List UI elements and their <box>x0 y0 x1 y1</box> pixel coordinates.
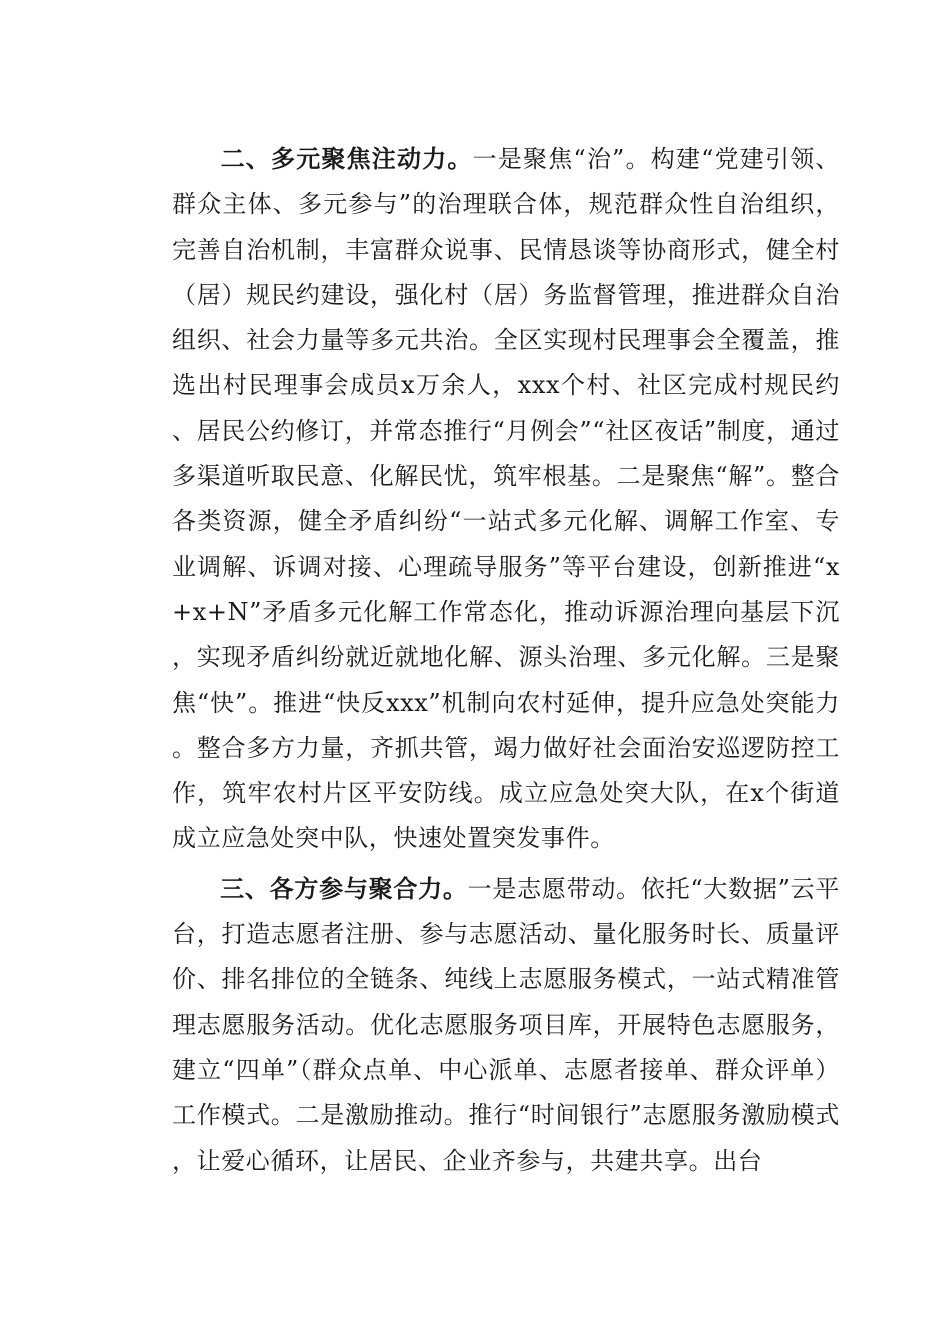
paragraph-text: 一是聚焦“治”。构建“党建引领、群众主体、多元参与”的治理联合体，规范群众性自治组织，完善自治机制，丰富群众说事、民情恳谈等协商形式，健全村（居）规民约建设，强化村（居）务监督管理，推进群众自治组织、社会力量等多元共治。全区实现村民理事会全覆盖，推选出村民理事会成员x万余人，xxx个村、社区完成村规民约、居民公约修订，并常态推行“月例会”“社区夜话”制度，通过多渠道听取民意、化解民忧，筑牢根基。二是聚焦“解”。整合各类资源，健全矛盾纠纷“一站式多元化解、调解工作室、专业调解、诉调对接、心理疏导服务”等平台建设，创新推进“x+x+N”矛盾多元化解工作常态化，推动诉源治理向基层下沉，实现矛盾纠纷就近就地化解、源头治理、多元化解。三是聚焦“快”。推进“快反xxx”机制向农村延伸，提升应急处突能力。整合多方力量，齐抓共管，竭力做好社会面治安巡逻防控工作，筑牢农村片区平安防线。成立应急处突大队，在x个街道成立应急处突中队，快速处置突发事件。 <box>172 145 840 853</box>
paragraph-section-three <box>172 866 840 1184</box>
paragraph-section-two <box>172 136 840 862</box>
section-heading: 三、各方参与聚合力。 <box>220 873 468 903</box>
document-body <box>172 136 840 1184</box>
paragraph-text: 一是志愿带动。依托“大数据”云平台，打造志愿者注册、参与志愿活动、量化服务时长、质量评价、排名排位的全链条、纯线上志愿服务模式，一站式精准管理志愿服务活动。优化志愿服务项目库，开展特色志愿服务，建立“四单”（群众点单、中心派单、志愿者接单、群众评单）工作模式。二是激励推动。推行“时间银行”志愿服务激励模式，让爱心循环，让居民、企业齐参与，共建共享。出台 <box>172 874 841 1175</box>
section-heading: 二、多元聚焦注动力。 <box>220 144 473 173</box>
